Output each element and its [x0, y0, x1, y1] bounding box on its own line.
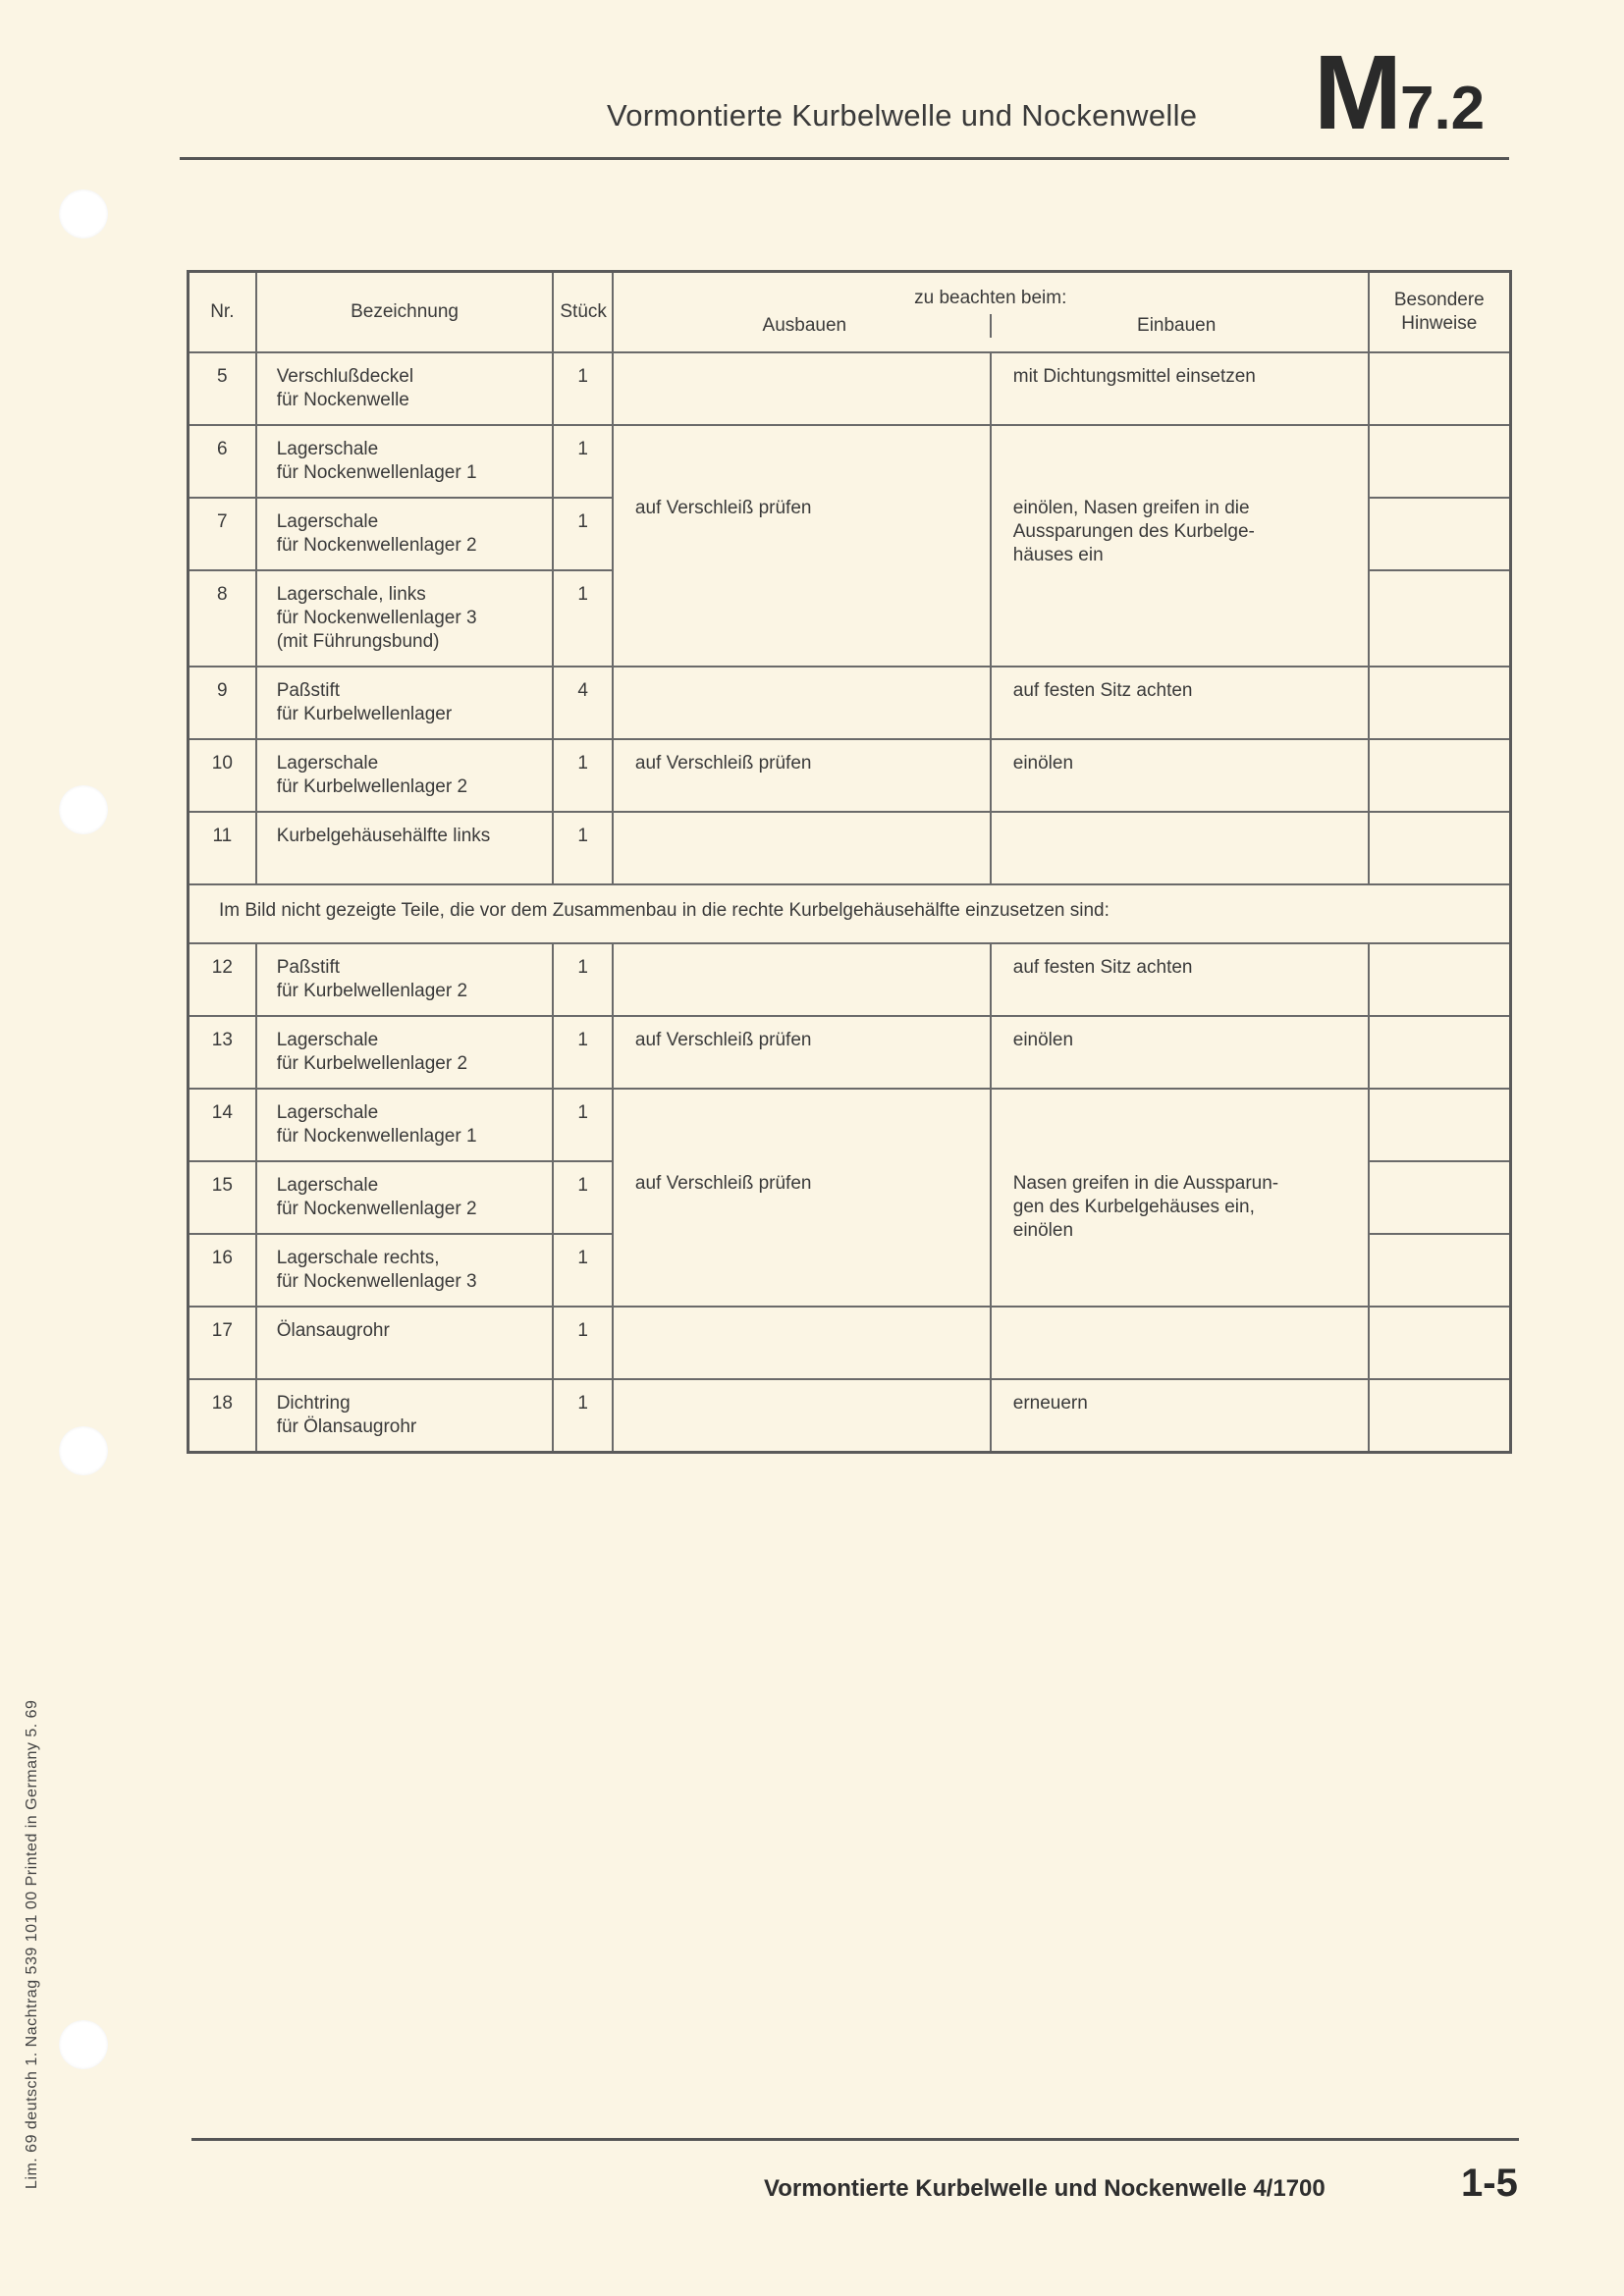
cell-nr: 6 — [189, 425, 256, 498]
cell-nr: 10 — [189, 739, 256, 812]
cell-einbauen-group: einölen, Nasen greifen in die Aussparungen des Kurbelge- häuses ein — [991, 425, 1369, 667]
side-imprint: Lim. 69 deutsch 1. Nachtrag 539 101 00 Printed in Germany 5. 69 — [24, 1699, 40, 2189]
cell-hinweise — [1369, 352, 1511, 425]
cell-bezeichnung: Lagerschale für Nockenwellenlager 1 — [256, 1089, 554, 1161]
punch-hole-4 — [59, 2020, 108, 2069]
note-row — [189, 884, 1511, 943]
cell-hinweise — [1369, 1161, 1511, 1234]
cell-stueck: 1 — [553, 943, 613, 1016]
cell-stueck: 1 — [553, 352, 613, 425]
cell-hinweise — [1369, 1379, 1511, 1453]
cell-nr: 12 — [189, 943, 256, 1016]
page-title: Vormontierte Kurbelwelle und Nockenwelle — [607, 98, 1198, 133]
cell-ausbauen-group: auf Verschleiß prüfen — [613, 1089, 991, 1307]
cell-nr: 16 — [189, 1234, 256, 1307]
cell-einbauen: einölen — [991, 739, 1369, 812]
cell-hinweise — [1369, 1234, 1511, 1307]
table-row — [189, 1379, 1511, 1453]
header-bezeichnung: Bezeichnung — [256, 272, 554, 353]
header-zu-beachten — [613, 272, 1369, 353]
cell-nr: 13 — [189, 1016, 256, 1089]
table-row — [189, 667, 1511, 739]
cell-stueck: 1 — [553, 1379, 613, 1453]
page-number: 1-5 — [1461, 2162, 1518, 2205]
punch-hole-3 — [59, 1426, 108, 1475]
cell-nr: 8 — [189, 570, 256, 667]
cell-stueck: 1 — [553, 1161, 613, 1234]
cell-stueck: 1 — [553, 498, 613, 570]
cell-nr: 7 — [189, 498, 256, 570]
cell-stueck: 1 — [553, 1016, 613, 1089]
cell-bezeichnung: Lagerschale für Nockenwellenlager 2 — [256, 1161, 554, 1234]
parts-table — [187, 270, 1512, 1454]
table-row — [189, 1089, 1511, 1161]
cell-stueck: 1 — [553, 1089, 613, 1161]
cell-ausbauen: auf Verschleiß prüfen — [613, 1016, 991, 1089]
cell-bezeichnung: Lagerschale für Nockenwellenlager 2 — [256, 498, 554, 570]
cell-nr: 14 — [189, 1089, 256, 1161]
cell-nr: 18 — [189, 1379, 256, 1453]
header-stueck: Stück — [553, 272, 613, 353]
cell-bezeichnung: Lagerschale rechts, für Nockenwellenlager 3 — [256, 1234, 554, 1307]
note-text: Im Bild nicht gezeigte Teile, die vor dem Zusammenbau in die rechte Kurbelgehäusehälfte einzusetzen sind: — [189, 884, 1511, 943]
punch-hole-1 — [59, 189, 108, 239]
cell-einbauen: auf festen Sitz achten — [991, 943, 1369, 1016]
cell-einbauen: erneuern — [991, 1379, 1369, 1453]
cell-bezeichnung: Lagerschale für Kurbelwellenlager 2 — [256, 739, 554, 812]
cell-ausbauen — [613, 1379, 991, 1453]
cell-ausbauen — [613, 352, 991, 425]
header-nr: Nr. — [189, 272, 256, 353]
section-code-number: 7.2 — [1399, 75, 1486, 142]
cell-einbauen — [991, 1307, 1369, 1379]
cell-hinweise — [1369, 498, 1511, 570]
cell-hinweise — [1369, 1016, 1511, 1089]
cell-stueck: 1 — [553, 425, 613, 498]
cell-hinweise — [1369, 570, 1511, 667]
section-code — [1314, 32, 1486, 151]
header-zu-beachten-label: zu beachten beim: — [914, 288, 1067, 308]
section-code-letter: M — [1314, 32, 1400, 151]
table-row — [189, 943, 1511, 1016]
cell-bezeichnung: Kurbelgehäusehälfte links — [256, 812, 554, 884]
cell-nr: 5 — [189, 352, 256, 425]
cell-einbauen: einölen — [991, 1016, 1369, 1089]
cell-hinweise — [1369, 739, 1511, 812]
cell-hinweise — [1369, 943, 1511, 1016]
cell-einbauen: mit Dichtungsmittel einsetzen — [991, 352, 1369, 425]
table-row — [189, 812, 1511, 884]
cell-bezeichnung: Lagerschale für Nockenwellenlager 1 — [256, 425, 554, 498]
cell-bezeichnung: Paßstift für Kurbelwellenlager 2 — [256, 943, 554, 1016]
cell-bezeichnung: Lagerschale für Kurbelwellenlager 2 — [256, 1016, 554, 1089]
cell-einbauen — [991, 812, 1369, 884]
cell-einbauen: auf festen Sitz achten — [991, 667, 1369, 739]
cell-hinweise — [1369, 812, 1511, 884]
header-einbauen: Einbauen — [1137, 315, 1217, 336]
table-row — [189, 425, 1511, 498]
cell-stueck: 4 — [553, 667, 613, 739]
cell-bezeichnung: Lagerschale, links für Nockenwellenlager 3 (mit Führungsbund) — [256, 570, 554, 667]
cell-hinweise — [1369, 667, 1511, 739]
cell-bezeichnung: Paßstift für Kurbelwellenlager — [256, 667, 554, 739]
cell-nr: 17 — [189, 1307, 256, 1379]
cell-hinweise — [1369, 1089, 1511, 1161]
cell-stueck: 1 — [553, 1307, 613, 1379]
parts-table-container — [187, 270, 1512, 1454]
cell-ausbauen — [613, 812, 991, 884]
cell-stueck: 1 — [553, 570, 613, 667]
cell-bezeichnung: Ölansaugrohr — [256, 1307, 554, 1379]
cell-ausbauen: auf Verschleiß prüfen — [613, 739, 991, 812]
table-row — [189, 1307, 1511, 1379]
header-ausbauen: Ausbauen — [620, 314, 992, 338]
header-hinweise: Besondere Hinweise — [1369, 272, 1511, 353]
cell-ausbauen-group: auf Verschleiß prüfen — [613, 425, 991, 667]
cell-nr: 11 — [189, 812, 256, 884]
table-row — [189, 739, 1511, 812]
footer-title: Vormontierte Kurbelwelle und Nockenwelle 4/1700 — [764, 2175, 1326, 2202]
header-rule — [180, 157, 1509, 160]
cell-bezeichnung: Dichtring für Ölansaugrohr — [256, 1379, 554, 1453]
cell-einbauen-group: Nasen greifen in die Aussparun- gen des Kurbelgehäuses ein, einölen — [991, 1089, 1369, 1307]
cell-stueck: 1 — [553, 1234, 613, 1307]
cell-hinweise — [1369, 425, 1511, 498]
table-row — [189, 1016, 1511, 1089]
punch-hole-2 — [59, 785, 108, 834]
cell-nr: 15 — [189, 1161, 256, 1234]
cell-bezeichnung: Verschlußdeckel für Nockenwelle — [256, 352, 554, 425]
cell-stueck: 1 — [553, 812, 613, 884]
footer-rule — [191, 2138, 1519, 2141]
table-row — [189, 352, 1511, 425]
cell-hinweise — [1369, 1307, 1511, 1379]
cell-ausbauen — [613, 1307, 991, 1379]
cell-stueck: 1 — [553, 739, 613, 812]
cell-ausbauen — [613, 667, 991, 739]
cell-ausbauen — [613, 943, 991, 1016]
cell-nr: 9 — [189, 667, 256, 739]
